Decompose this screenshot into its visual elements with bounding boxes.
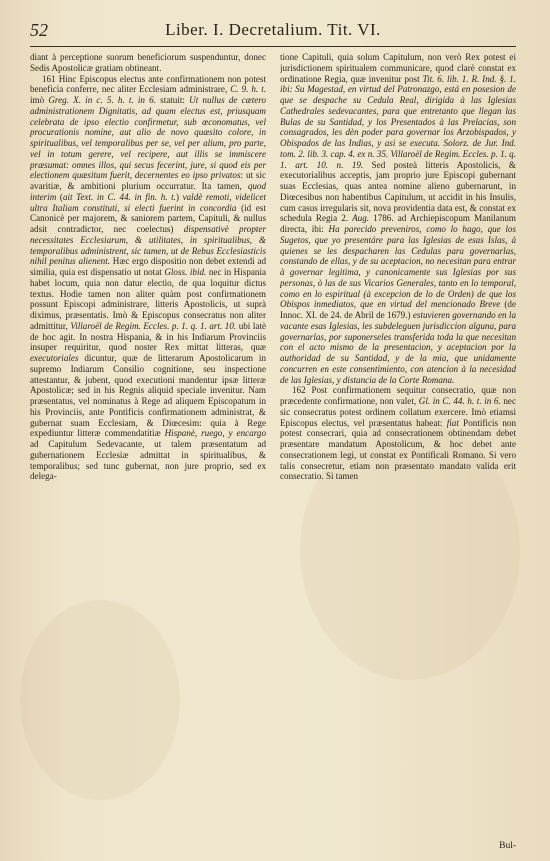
italic-run: Greg. X. in c. 5. h. t. in 6. <box>48 95 156 105</box>
italic-run: estuvieren governando en la vacante esas Iglesias, les subdeleguen jurisdiccion alguna, para governarlas, por suponerseles transferida toda la que necesitan con el acto mismo de la presentacion, y aceptacion por la authoridad de su Santidad, y de la mia, que unidamente concurren en este consentimiento, con atencion à la necesidad de las Iglesias, y distancia de la Corte Romana. <box>280 310 516 385</box>
italic-run: executoriales <box>30 353 79 363</box>
paragraph <box>30 52 266 74</box>
text-run: : ut sic avaritiæ, & ambitioni plurium occurratur. Ita tamen, <box>30 170 266 191</box>
italic-run: Gloss. ibid. <box>164 267 207 277</box>
text-columns <box>30 52 516 837</box>
text-run: tione Capituli, quia solum Capitulum, non verò Rex potest ei jurisdictionem spiritualem communicare, quod clarè constat ex ordinatione Regia, quæ invenitur post <box>280 52 516 84</box>
text-run: (id est Canonicè per majorem, & saniorem partem, Capituli, & nullus adsit contradictor, nec coelectus) <box>30 202 266 234</box>
italic-run: Hispanè, ruego, y encargo <box>164 428 266 439</box>
italic-run: C. 9. h. t. <box>230 84 266 95</box>
left-column <box>30 52 266 837</box>
italic-run: valdè remoti, videlicet ultra Italiam constituti, si electi fuerint in concordia <box>30 191 266 213</box>
text-run: 162 Post confirmationem sequitur consecratio, quæ non præcedente confirmatione, non valet, <box>280 385 516 406</box>
italic-run: Ut nullus de cætero administrationem Dignitatis, ad quam electus est, priusquam celebrata de ipso electio confirmetur, sub œconomatus, vel procurationis nomine, aut alio de novo quæsito colore, in spiritualibus, vel temporalibus per se, vel per alium, pro parte, vel in totum gerere, vel recipere, aut illis se immiscere præsumat: omnes illos, qui secus fecerint, jure, si quod eis per electionem quæsitum fuerit, decernentes eo ipso privatos <box>30 95 266 181</box>
catchword: Bul- <box>499 841 516 851</box>
italic-run: Tit. 6. lib. 1. R. Ind. §. 1. ibi: Su Magestad, en virtud del Patronazgo, está en posesion de que se despache su Cedula Real, dirigida à las Iglesias Cathedrales sedevacantes, para que entretanto que llegan las Bulas de su Santidad, y los Presentados à las Prelacias, son consagrados, les dèn poder para governar los Arzobispados, y Obispados de las Indias, y asi se executa. Solorz. de Jur. Ind. tom. 2. lib. 3. cap. 4. ex n. 35. Villaroël de Regim. Eccles. p. 1. q. 1. art. 10. n. 19. <box>280 73 516 170</box>
text-run: ) <box>175 191 183 202</box>
italic-run: fiat <box>446 417 459 428</box>
header-rule <box>30 46 516 47</box>
text-run: statuit: <box>156 95 190 105</box>
italic-run: Ha parecido preveniros, como lo hago, que los Sugetos, que yo presentáre para las Iglesias de esas Islas, à quienes se les despacharen las Cedulas para governarlas, constando de ellas, y de su aceptacion, no necesitan para entrar à governar legitima, y canonicamente sus Iglesias por sus personas, ò las de sus Vicarios Generales, tanto en lo temporal, como en lo espiritual (à excepcion de lo de Orden) de que los Obispos inmediatos, que en virtud del mencionado Breve <box>280 224 516 310</box>
paragraph <box>280 52 516 385</box>
text-run: nec sic consecratus potest ordinem collatum exercere. Imò etiamsi Episcopus electus, vel præsentatus habeat: <box>280 396 516 428</box>
text-run: Pontificis non potest consecrari, quia ad consecrationem obtinendam debet præsentare mandatum Apostolicum, & hoc debet ante consecrationem legi, ut constat ex Pontificali Romano. Si vero talis consecretur, etiam non præsentato mandato valida erit consecratio. Si tamen <box>280 417 516 482</box>
text-run: ubi latè de hoc agit. In nostra Hispania, & in his Indiarum Provinciis insuper requiritur, quod noster Rex mittat litteras, quæ <box>30 320 266 353</box>
right-column <box>280 52 516 837</box>
text-run: (de Innoc. XI. de 24. de Abril de 1679.) <box>280 299 516 320</box>
italic-run: ait Text. in C. 44. in fin. h. t. <box>62 191 176 202</box>
text-run: imò <box>30 95 49 105</box>
text-run: ad Capitulum Sedevacante, ut talem præsentatum ad gubernationem Ecclesiæ admittat in spiritualibus, & temporalibus; sed tunc gubernat, non jure proprio, sed ex delega- <box>30 439 266 482</box>
italic-run: dispensativè propter necessitates Ecclesiarum, & utilitates, in spiritualibus, & temporalibus administrent, sic tamen, ut de Rebus Ecclesiasticis nihil penitus alienent. <box>30 224 266 267</box>
text-run: Hæc ergo dispositio non debet extendi ad similia, quia est dispensatio ut notat <box>30 256 266 277</box>
text-run: nec in Hispania habet locum, quia non datur electio, de qua loquitur dictus textus. Hodie tamen non aliter quàm post confirmationem possunt Episcopi administrare, litteris Apostolicis, ut suprà diximus, præsentatis. Imò & Episcopus consecratus non aliter admittitur, <box>30 267 266 331</box>
text-run: 161 Hinc Episcopus electus ante confirmationem non potest beneficia conferre, nec aliter Ecclesiam administrare, <box>30 73 266 95</box>
paragraph <box>30 74 266 483</box>
text-run: Sed posteà litteris Apostolicis, & executorialibus acceptis, jam proprio jure Episcopi gubernant suas Ecclesias, quas antea nomine alieno gubernarunt, in Diœcesibus non habentibus Capitulum, ut accidit in his Insulis, cum casus irregularis sit, nova providentia data est, & constat ex schedula Regia 2. <box>280 159 516 224</box>
text-run: diant à perceptione suorum beneficiorum suspenduntur, donec Sedis Apostolicæ gratiam obtineant. <box>30 52 266 73</box>
italic-run: Gl. in C. 44. h. t. in 6. <box>418 396 501 406</box>
text-run: ( <box>56 191 63 202</box>
italic-run: Aug. <box>352 213 370 224</box>
text-run: dicuntur, quæ de litterarum Apostolicarum in supremo Indiarum Consilio cognitione, seu inspectione attestantur, & jubent, quod executioni mandentur ipsæ litteræ Apostolicæ; sed in his Regnis aliquid speciale invenitur. Nam præsentatus, vel nominatus à Rege ad aliquem Episcopatum in his Provinciis, ante Pontificis confirmationem administrat, & gubernat suam Ecclesiam, & Diœcesim: quia à Rege expediuntur litteræ commendatitiæ <box>30 353 266 439</box>
running-title: Liber. I. Decretalium. Tit. VI. <box>165 20 381 39</box>
paragraph <box>280 385 516 482</box>
italic-run: quod interim <box>30 181 266 202</box>
italic-run: Villaroël de Regim. Eccles. p. 1. q. 1. art. 10. <box>70 320 237 331</box>
page-number: 52 <box>30 20 48 40</box>
page-header <box>30 20 516 42</box>
text-run: 1786. ad Archiepiscopum Manilanum directa, ibi: <box>280 213 516 234</box>
